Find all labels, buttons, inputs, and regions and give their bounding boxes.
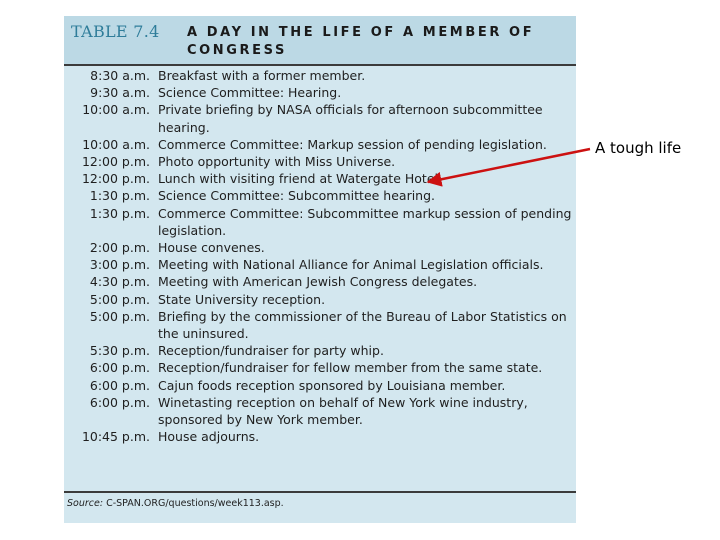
schedule-time: 6:00 p.m. — [89, 360, 150, 376]
schedule-time: 1:30 p.m. — [89, 188, 150, 204]
schedule-event: Winetasting reception on behalf of New York wine industry, sponsored by New York member. — [158, 394, 528, 428]
table-number: TABLE 7.4 — [71, 22, 160, 41]
schedule-event: Commerce Committee: Subcommittee markup session of pending legislation. — [158, 205, 572, 238]
schedule-time: 10:00 a.m. — [82, 136, 150, 152]
schedule-event: Science Committee: Subcommittee hearing. — [158, 188, 436, 204]
schedule-event: Meeting with American Jewish Congress delegates. — [158, 274, 478, 290]
schedule-time: 5:00 p.m. — [89, 291, 150, 307]
schedule-time: 6:00 p.m. — [89, 377, 150, 393]
schedule-event: Commerce Committee: Markup session of pending legislation. — [158, 136, 547, 152]
schedule-time: 12:00 p.m. — [81, 154, 150, 170]
schedule-event: Science Committee: Hearing. — [158, 85, 342, 101]
schedule-event: State University reception. — [158, 291, 326, 307]
schedule-time: 10:45 p.m. — [81, 429, 150, 445]
schedule-event: Meeting with National Alliance for Animal Legislation officials. — [158, 257, 544, 273]
schedule-time: 1:30 p.m. — [89, 205, 150, 221]
schedule-event: Photo opportunity with Miss Universe. — [158, 154, 396, 170]
source-label: Source: — [67, 498, 104, 509]
schedule-time: 6:00 p.m. — [89, 394, 150, 410]
schedule-time: 9:30 a.m. — [90, 85, 150, 101]
schedule-time: 4:30 p.m. — [89, 274, 150, 290]
schedule-event: Private briefing by NASA officials for afternoon subcommittee hearing. — [158, 102, 543, 135]
schedule-event: Reception/fundraiser for party whip. — [158, 343, 384, 359]
schedule-event: House adjourns. — [158, 429, 260, 445]
schedule-event: Reception/fundraiser for fellow member from the same state. — [158, 360, 543, 376]
annotation-text: A tough life — [595, 139, 682, 157]
schedule-time: 5:30 p.m. — [89, 343, 150, 359]
schedule-time: 12:00 p.m. — [81, 171, 150, 187]
schedule-time: 10:00 a.m. — [82, 102, 150, 118]
schedule-event: Breakfast with a former member. — [158, 68, 366, 83]
schedule-time: 8:30 a.m. — [90, 68, 150, 83]
schedule-event: House convenes. — [158, 240, 265, 256]
schedule-event: Lunch with visiting friend at Watergate Hotel. — [158, 171, 442, 187]
schedule-event: Cajun foods reception sponsored by Louisiana member. — [158, 377, 506, 393]
table-title: A DAY IN THE LIFE OF A MEMBER OF CONGRESS — [187, 25, 535, 58]
schedule-time: 3:00 p.m. — [89, 257, 150, 273]
schedule-time: 5:00 p.m. — [89, 308, 150, 324]
schedule-event: Briefing by the commissioner of the Bureau of Labor Statistics on the uninsured. — [158, 308, 567, 342]
schedule-time: 2:00 p.m. — [89, 240, 150, 256]
source-text: C-SPAN.ORG/questions/week113.asp. — [106, 498, 284, 509]
